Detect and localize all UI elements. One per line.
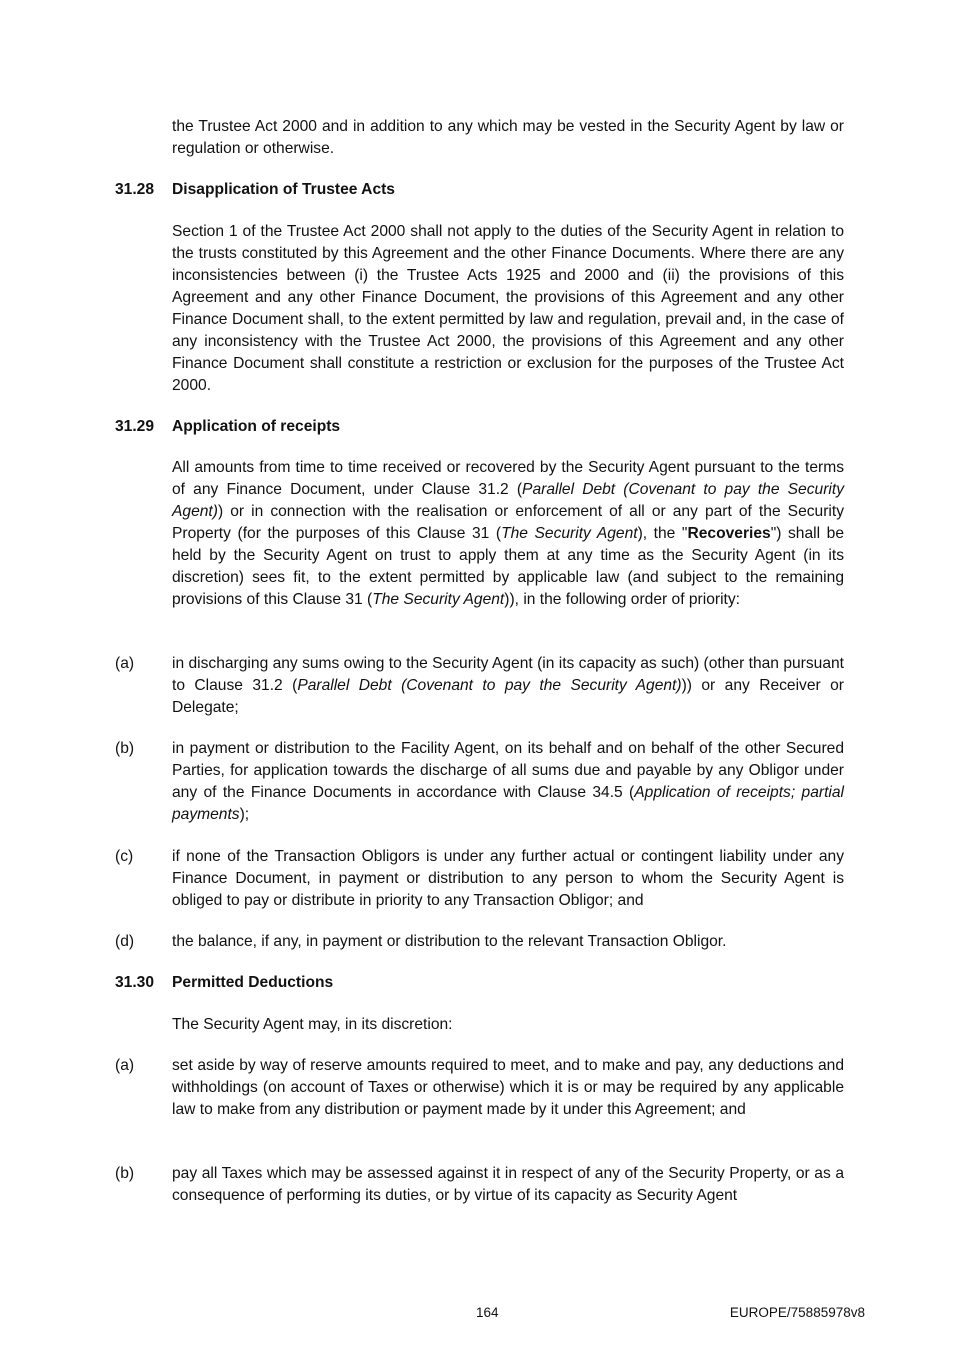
item-text: in discharging any sums owing to the Security Agent (in its capacity as such) (other than pursuant to Clause 31.2 ( bbox=[172, 655, 844, 694]
list-item-text: if none of the Transaction Obligors is under any further actual or contingent liability under any Finance Document, in payment or distribution to any person to whom the Security Agent is obliged to pay or distribute in priority to any Transaction Obligor; and bbox=[172, 848, 844, 909]
list-item-text: set aside by way of reserve amounts required to meet, and to make and pay, any deductions and withholdings (on account of Taxes or otherwise) which it is or may be required by any applicable law to make from any distribution or payment made by it under this Agreement; and bbox=[172, 1057, 844, 1118]
list-item-label: (b) bbox=[115, 740, 135, 757]
page-number: 164 bbox=[476, 1305, 499, 1320]
body-text: )), in the following order of priority: bbox=[504, 591, 740, 608]
section-number: 31.30 bbox=[115, 974, 155, 991]
document-reference: EUROPE/75885978v8 bbox=[729, 1305, 865, 1320]
item-text: ); bbox=[239, 806, 250, 823]
body-text: ) or in connection with the realisation or enforcement of all or any part of the Security Property (for the purposes of this Clause 31 ( bbox=[172, 503, 844, 542]
section-title: Application of receipts bbox=[172, 418, 341, 435]
defined-term: Recoveries bbox=[687, 525, 771, 542]
section-number: 31.29 bbox=[115, 418, 155, 435]
item-text: in payment or distribution to the Facility Agent, on its behalf and on behalf of the other Secured Parties, for application towards the discharge of all sums due and payable by any Obligor under any of the Finance Documents in accordance with Clause 34.5 ( bbox=[172, 740, 844, 801]
body-text: All amounts from time to time received or recovered by the Security Agent pursuant to the terms of any Finance Document, under Clause 31.2 ( bbox=[172, 459, 844, 498]
body-italic-text: Parallel Debt (Covenant to pay the Security Agent) bbox=[172, 481, 844, 520]
section-31-29-body bbox=[172, 457, 844, 611]
list-item-label: (b) bbox=[115, 1165, 135, 1182]
list-item-text: the balance, if any, in payment or distribution to the relevant Transaction Obligor. bbox=[172, 933, 727, 950]
item-text: )) or any Receiver or Delegate; bbox=[172, 677, 844, 716]
item-italic-text: Parallel Debt (Covenant to pay the Security Agent) bbox=[297, 677, 682, 694]
body-text: ") shall be held by the Security Agent on trust to apply them at any time as the Security Agent (in its discretion) sees fit, to the extent permitted by applicable law (and subject to the remaining provisions of this Clause 31 ( bbox=[172, 525, 844, 608]
item-italic-text: Application of receipts; partial payments bbox=[172, 784, 844, 823]
list-item-text bbox=[172, 738, 844, 826]
list-item-label: (c) bbox=[115, 848, 134, 865]
section-number: 31.28 bbox=[115, 181, 155, 198]
section-31-30-intro: The Security Agent may, in its discretion: bbox=[172, 1016, 453, 1033]
list-item-label: (a) bbox=[115, 1057, 135, 1074]
body-text: ), the " bbox=[637, 525, 688, 542]
list-item-label: (d) bbox=[115, 933, 135, 950]
list-item-text bbox=[172, 653, 844, 719]
body-italic-text: The Security Agent bbox=[372, 591, 505, 608]
section-title: Disapplication of Trustee Acts bbox=[172, 181, 395, 198]
list-item-label: (a) bbox=[115, 655, 135, 672]
body-italic-text: The Security Agent bbox=[501, 525, 638, 542]
list-item-text: pay all Taxes which may be assessed against it in respect of any of the Security Property, or as a consequence of performing its duties, or by virtue of its capacity as Security Agent bbox=[172, 1165, 844, 1204]
section-31-28-body: Section 1 of the Trustee Act 2000 shall not apply to the duties of the Security Agent in relation to the trusts constituted by this Agreement and the other Finance Documents. Where there are any inconsistencies between (i) the Trustee Acts 1925 and 2000 and (ii) the provisions of this Agreement and any other Finance Document, the provisions of this Agreement and any other Finance Document shall, to the extent permitted by law and regulation, prevail and, in the case of any inconsistency with the Trustee Act 2000, the provisions of this Agreement and any other Finance Document shall constitute a restriction or exclusion for the purposes of the Trustee Act 2000. bbox=[172, 223, 844, 394]
section-title: Permitted Deductions bbox=[172, 974, 334, 991]
intro-paragraph: the Trustee Act 2000 and in addition to any which may be vested in the Security Agent by law or regulation or otherwise. bbox=[172, 118, 844, 157]
